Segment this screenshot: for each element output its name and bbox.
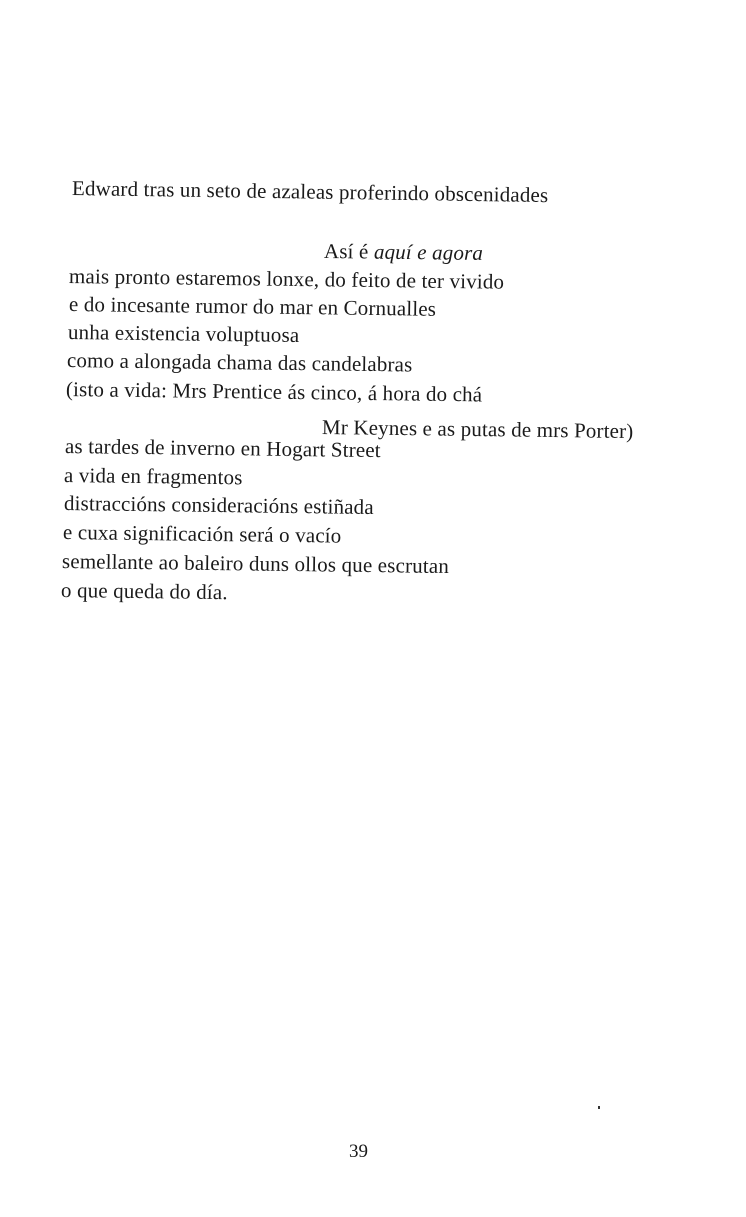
- poem-line-12: e cuxa significación será o vacío: [62, 520, 342, 548]
- poem-line-14: o que queda do día.: [60, 578, 228, 605]
- poem-line-10: a vida en fragmentos: [63, 463, 243, 490]
- poem-line-7: (isto a vida: Mrs Prentice ás cinco, á hora do chá: [65, 377, 483, 407]
- poem-line-2: [324, 238, 483, 266]
- poem-line-11: distraccións consideracións estiñada: [63, 491, 374, 520]
- poem-line-5: unha existencia voluptuosa: [67, 320, 300, 348]
- ink-speck: [598, 1106, 600, 1109]
- poem-line-9: as tardes de inverno en Hogart Street: [64, 434, 381, 463]
- page-number: 39: [349, 1141, 368, 1162]
- poem-line-6: como a alongada chama das candelabras: [66, 348, 413, 377]
- poem-line-13: semellante ao baleiro duns ollos que escrutan: [61, 549, 450, 579]
- poem-line-8: Mr Keynes e as putas de mrs Porter): [321, 415, 634, 444]
- poem-line-2-emphasis: aquí e agora: [373, 239, 484, 265]
- poem-line-3: mais pronto estaremos lonxe, do feito de ter vivido: [68, 264, 505, 294]
- poem-line-4: e do incesante rumor do mar en Cornualles: [68, 292, 437, 321]
- poem-line-2-text: Así é: [323, 239, 375, 264]
- poem-line-1: Edward tras un seto de azaleas proferindo obscenidades: [71, 176, 549, 208]
